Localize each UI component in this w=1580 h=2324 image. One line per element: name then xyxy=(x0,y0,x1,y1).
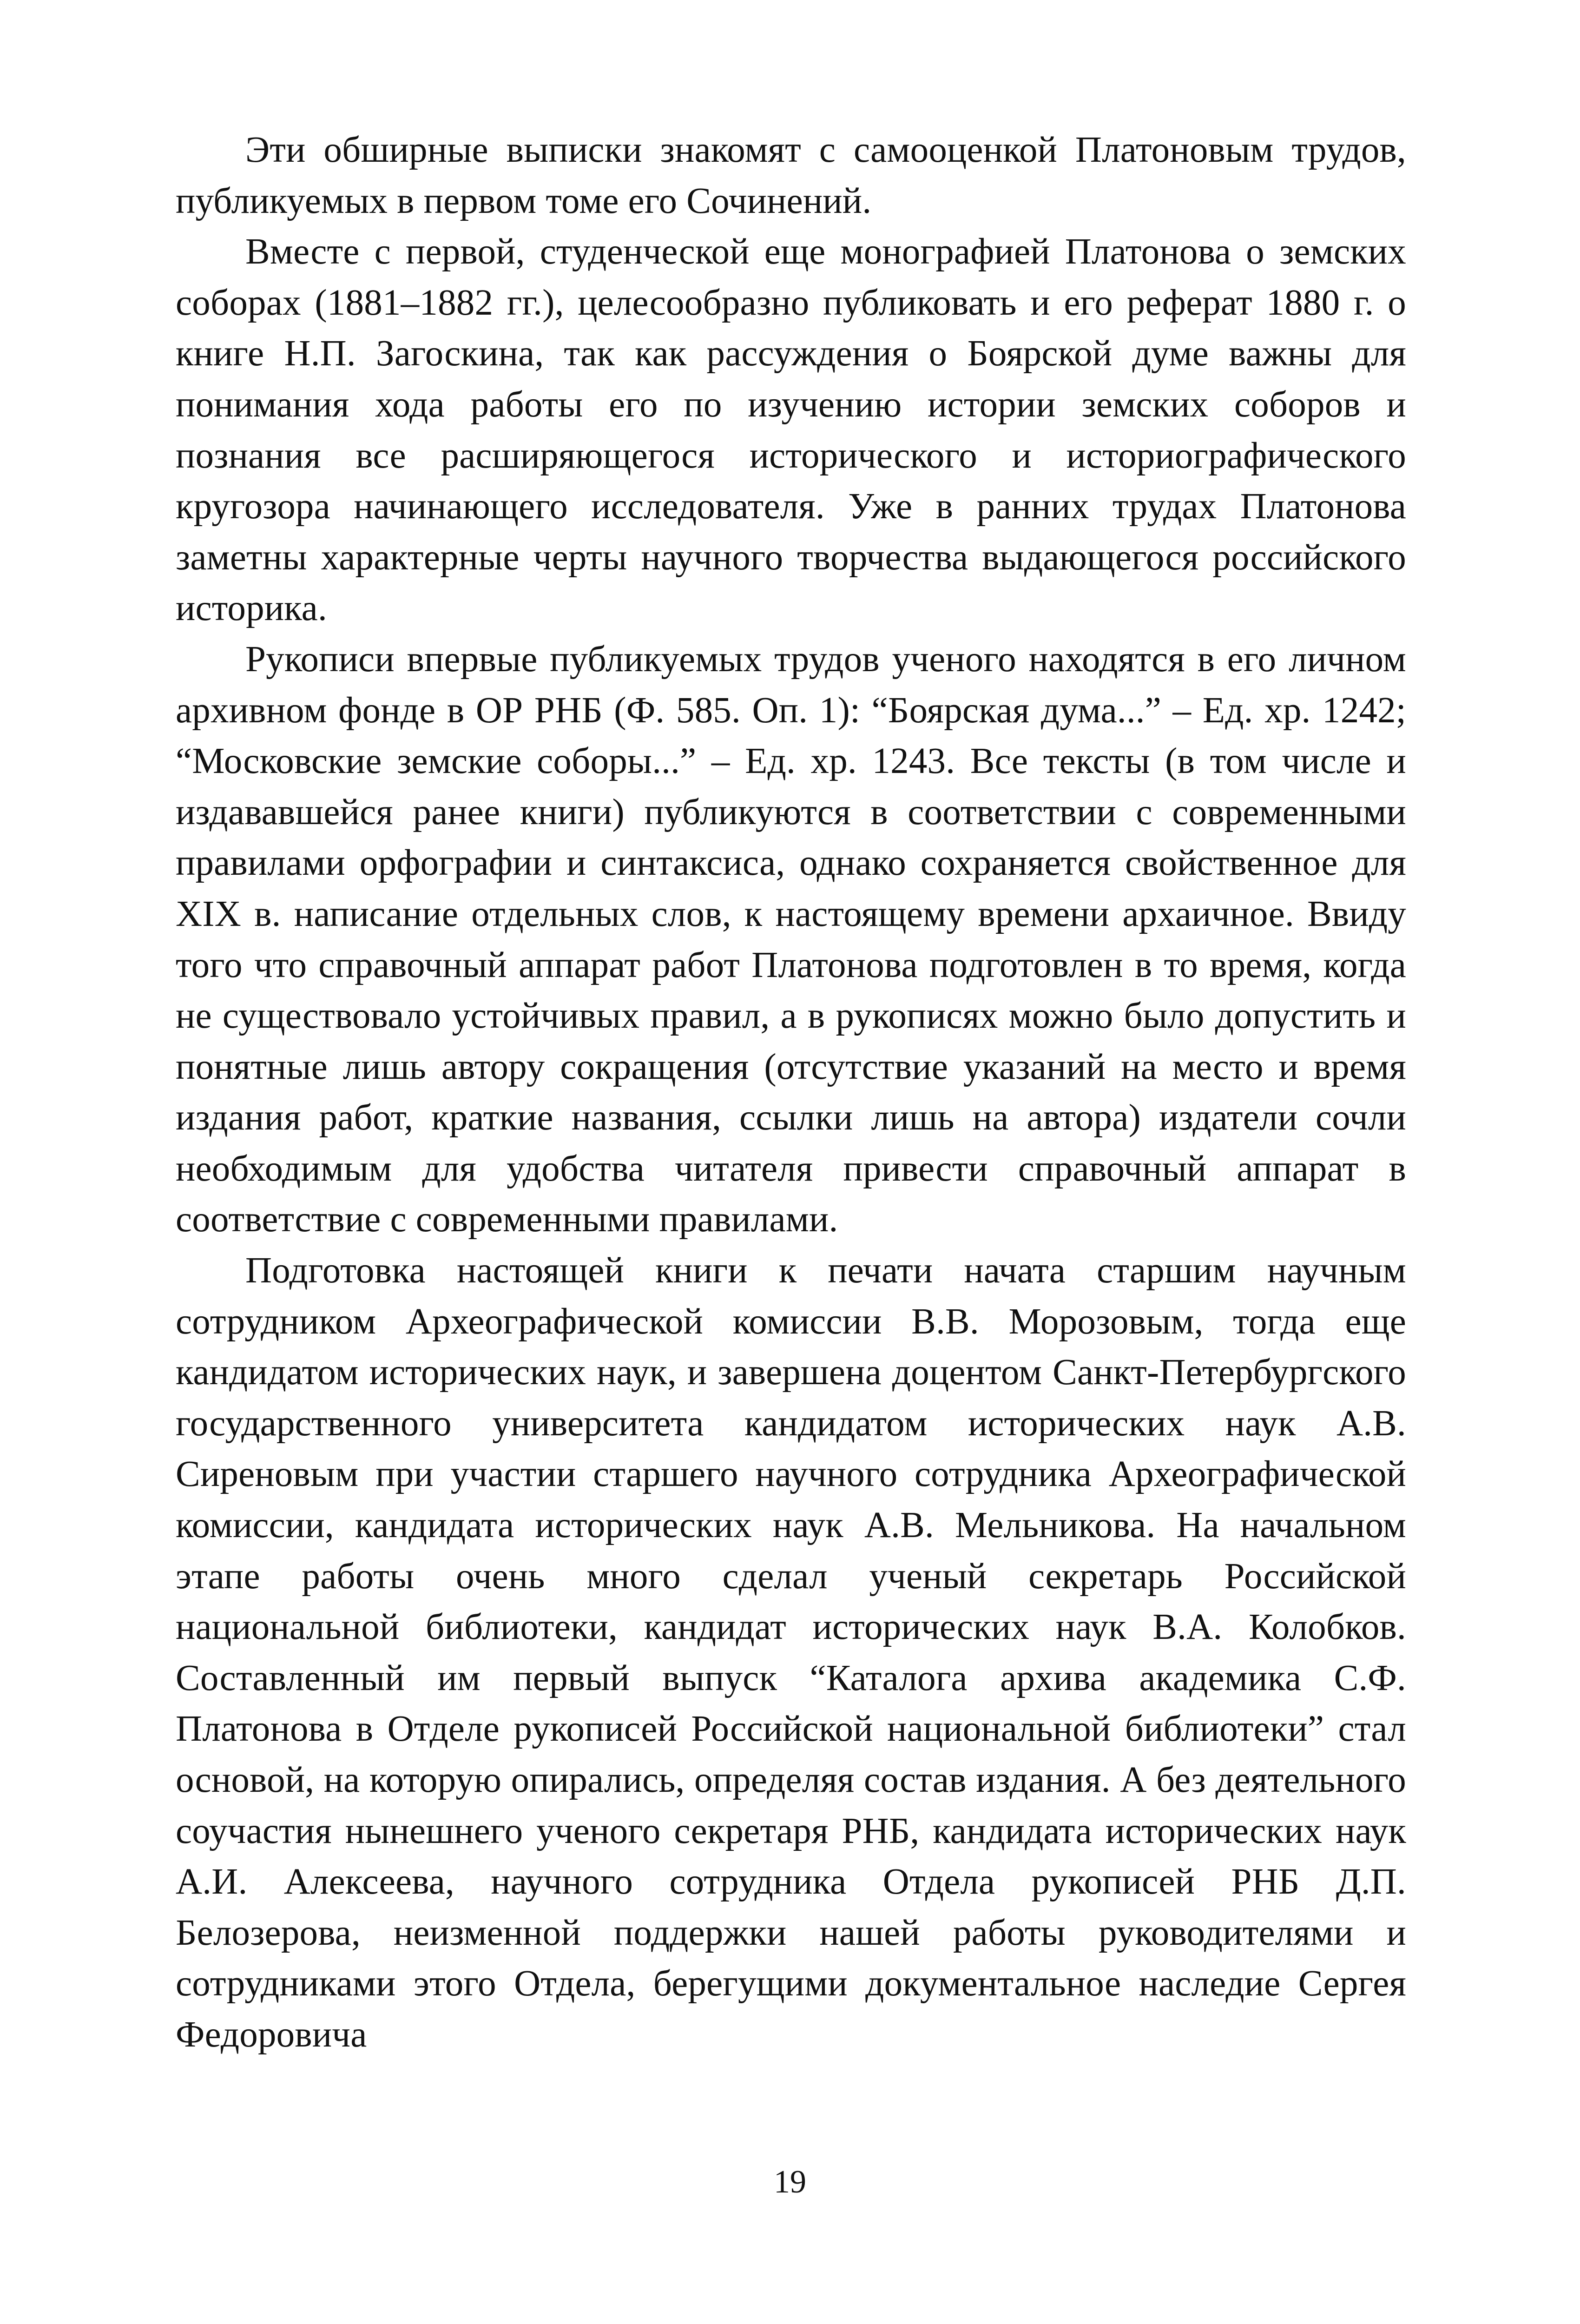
paragraph: Вместе с первой, студенческой еще монографией Платонова о земских соборах (1881–1882 гг.), целесообразно публиковать и его реферат 1880 г. о книге Н.П. Загоскина, так как рассуждения о Боярской думе важны для понимания хода работы его по изучению истории земских соборов и познания все расширяющегося исторического и историографического кругозора начинающего исследователя. Уже в ранних трудах Платонова заметны характерные черты научного творчества выдающегося российского историка. xyxy=(176,231,1406,629)
paragraph: Подготовка настоящей книги к печати начата старшим научным сотрудником Археографической комиссии В.В. Морозовым, тогда еще кандидатом исторических наук, и завершена доцентом Санкт-Петербургского государственного университета кандидатом исторических наук А.В. Сиреновым при участии старшего научного сотрудника Археографической комиссии, кандидата исторических наук А.В. Мельникова. На начальном этапе работы очень много сделал ученый секретарь Российской национальной библиотеки, кандидат исторических наук В.А. Колобков. Составленный им первый выпуск “Каталога архива академика С.Ф. Платонова в Отделе рукописей Российской национальной библиотеки” стал основой, на которую опирались, определяя состав издания. А без деятельного соучастия нынешнего ученого секретаря РНБ, кандидата исторических наук А.И. Алексеева, научного сотрудника Отдела рукописей РНБ Д.П. Белозерова, неизменной поддержки нашей работы руководителями и сотрудниками этого Отдела, берегущими документальное наследие Сергея Федоровича xyxy=(176,1250,1406,2055)
page-number: 19 xyxy=(774,2164,806,2200)
paragraph: Рукописи впервые публикуемых трудов ученого находятся в его личном архивном фонде в ОР РНБ (Ф. 585. Оп. 1): “Боярская дума...” – Ед. хр. 1242; “Московские земские соборы...” – Ед. хр. 1243. Все тексты (в том числе и издававшейся ранее книги) публикуются в соответствии с современными правилами орфографии и синтаксиса, однако сохраняется свойственное для XIX в. написание отдельных слов, к настоящему времени архаичное. Ввиду того что справочный аппарат работ Платонова подготовлен в то время, когда не существовало устойчивых правил, а в рукописях можно было допустить и понятные лишь автору сокращения (отсутствие указаний на место и время издания работ, краткие названия, ссылки лишь на автора) издатели сочли необходимым для удобства читателя привести справочный аппарат в соответствие с современными правилами. xyxy=(176,639,1406,1240)
body-text xyxy=(176,125,1406,2060)
paragraph: Эти обширные выписки знакомят с самооценкой Платоновым трудов, публикуемых в первом томе его Сочинений. xyxy=(176,130,1406,221)
